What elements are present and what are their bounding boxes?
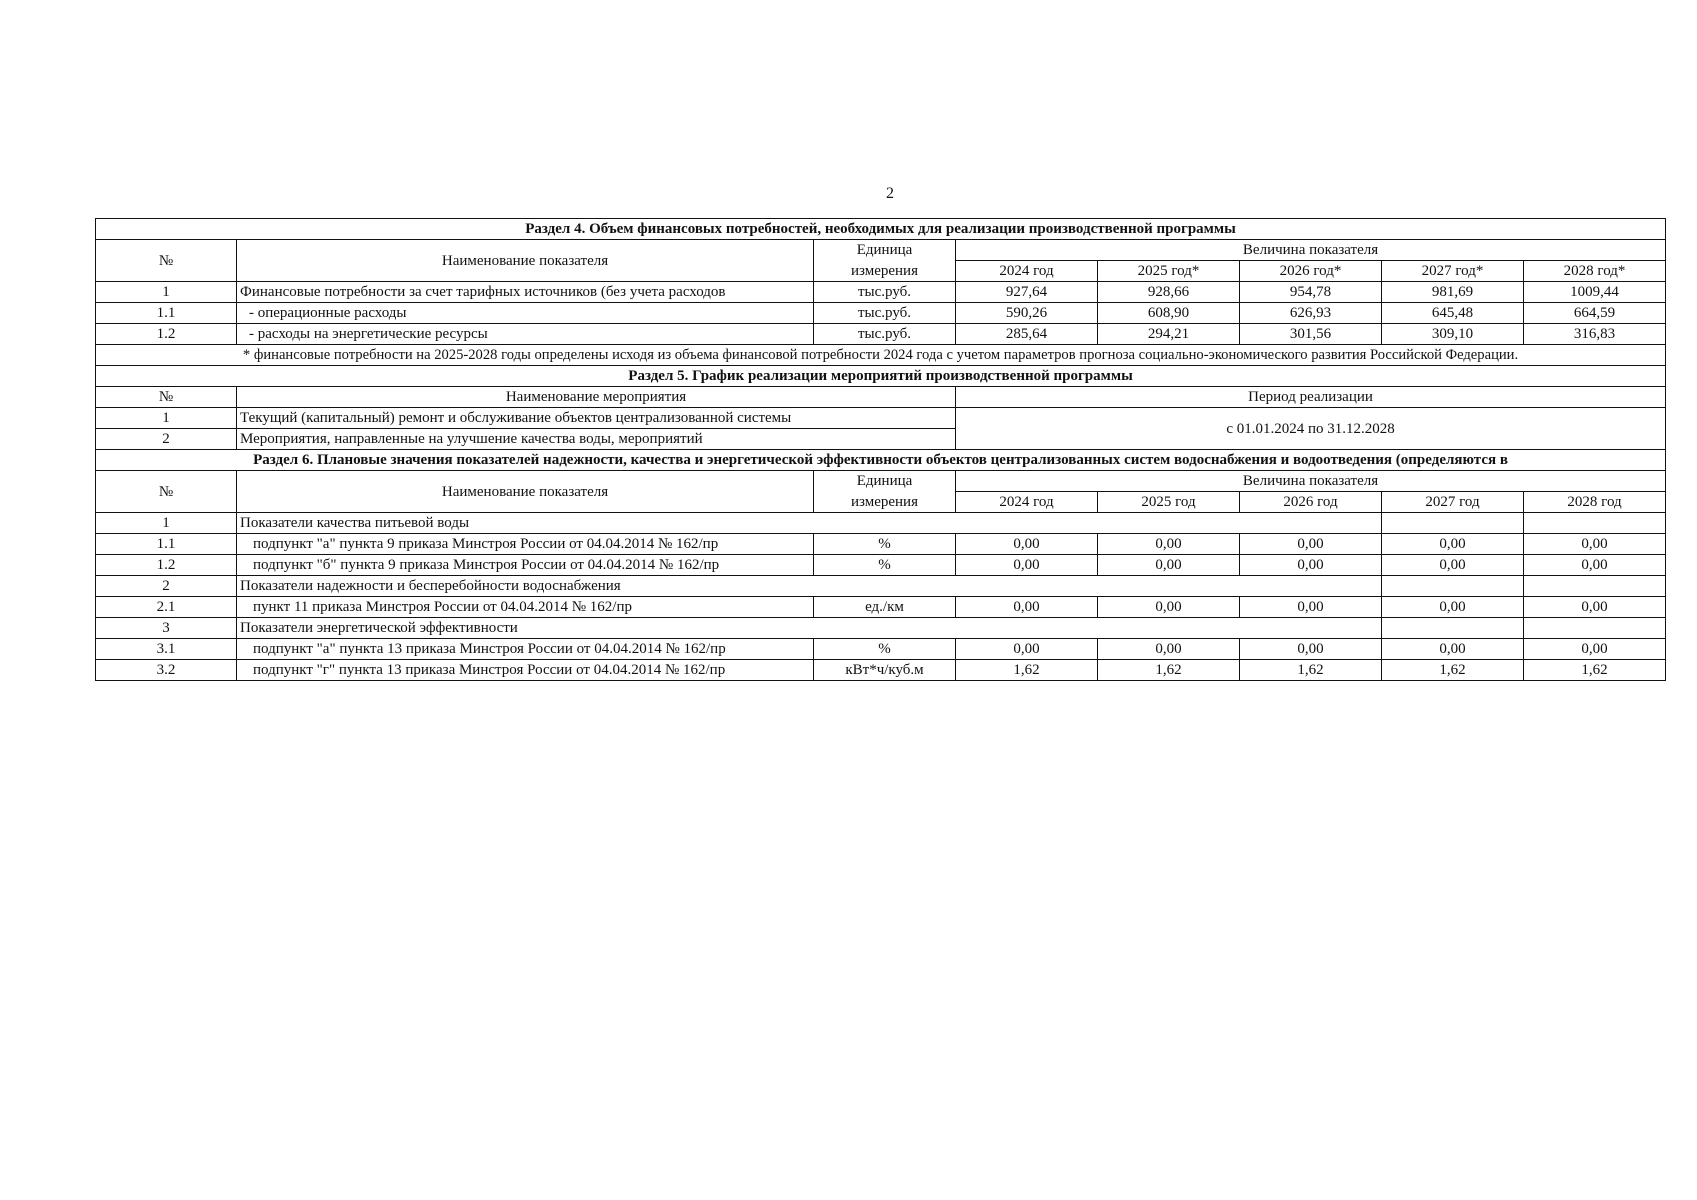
row-value: 309,10 <box>1382 324 1524 345</box>
table-row <box>96 555 1666 576</box>
table-row <box>96 597 1666 618</box>
s4-note-row <box>96 345 1666 366</box>
s5-period: с 01.01.2024 по 31.12.2028 <box>956 408 1666 450</box>
table-row <box>96 303 1666 324</box>
row-value: 0,00 <box>1382 597 1524 618</box>
s5-title: Раздел 5. График реализации мероприятий производственной программы <box>96 366 1666 387</box>
s6-year: 2027 год <box>1382 492 1524 513</box>
s4-year: 2025 год* <box>1098 261 1240 282</box>
table-row <box>96 660 1666 681</box>
table-row <box>96 408 1666 429</box>
row-value: 0,00 <box>1240 597 1382 618</box>
row-value: 0,00 <box>956 534 1098 555</box>
s4-year: 2026 год* <box>1240 261 1382 282</box>
s4-h-name: Наименование показателя <box>237 240 814 282</box>
row-name: - операционные расходы <box>237 303 814 324</box>
row-unit: % <box>814 534 956 555</box>
row-num: 1.2 <box>96 555 237 576</box>
row-unit: кВт*ч/куб.м <box>814 660 956 681</box>
s6-h-unit-1: Единица <box>814 471 956 492</box>
row-value: 316,83 <box>1524 324 1666 345</box>
row-value: 0,00 <box>1382 555 1524 576</box>
s6-title-row <box>96 450 1666 471</box>
row-unit: тыс.руб. <box>814 303 956 324</box>
row-value: 981,69 <box>1382 282 1524 303</box>
empty-cell <box>1382 618 1524 639</box>
row-value: 928,66 <box>1098 282 1240 303</box>
row-value: 0,00 <box>956 555 1098 576</box>
group-num: 3 <box>96 618 237 639</box>
row-name: подпункт "а" пункта 9 приказа Минстроя России от 04.04.2014 № 162/пр <box>237 534 814 555</box>
s4-footnote: * финансовые потребности на 2025-2028 годы определены исходя из объема финансовой потребности 2024 года с учетом параметров прогноза социально-экономического развития Российской Федерации. <box>96 345 1666 366</box>
s4-h-value: Величина показателя <box>956 240 1666 261</box>
row-value: 1,62 <box>1240 660 1382 681</box>
row-value: 0,00 <box>1098 534 1240 555</box>
s6-h-num: № <box>96 471 237 513</box>
row-value: 294,21 <box>1098 324 1240 345</box>
row-value: 0,00 <box>1524 597 1666 618</box>
s6-title: Раздел 6. Плановые значения показателей надежности, качества и энергетической эффективности объектов централизованных систем водоснабжения и водоотведения (определяются в <box>96 450 1666 471</box>
row-value: 927,64 <box>956 282 1098 303</box>
row-value: 608,90 <box>1098 303 1240 324</box>
row-value: 1,62 <box>1098 660 1240 681</box>
s4-title-row <box>96 219 1666 240</box>
row-unit: тыс.руб. <box>814 324 956 345</box>
table-row <box>96 324 1666 345</box>
row-num: 2 <box>96 429 237 450</box>
row-name: подпункт "а" пункта 13 приказа Минстроя России от 04.04.2014 № 162/пр <box>237 639 814 660</box>
row-num: 2.1 <box>96 597 237 618</box>
row-num: 1.1 <box>96 534 237 555</box>
row-num: 1.1 <box>96 303 237 324</box>
production-program-table <box>95 218 1666 681</box>
row-value: 0,00 <box>1382 534 1524 555</box>
row-num: 1.2 <box>96 324 237 345</box>
row-value: 664,59 <box>1524 303 1666 324</box>
s6-header-row-1 <box>96 471 1666 492</box>
s5-h-num: № <box>96 387 237 408</box>
row-unit: % <box>814 639 956 660</box>
row-value: 954,78 <box>1240 282 1382 303</box>
s6-h-name: Наименование показателя <box>237 471 814 513</box>
group-row <box>96 618 1666 639</box>
empty-cell <box>1382 513 1524 534</box>
row-value: 1009,44 <box>1524 282 1666 303</box>
s6-year: 2028 год <box>1524 492 1666 513</box>
s6-h-value: Величина показателя <box>956 471 1666 492</box>
s5-h-name: Наименование мероприятия <box>237 387 956 408</box>
row-value: 0,00 <box>1524 555 1666 576</box>
row-num: 1 <box>96 282 237 303</box>
row-unit: ед./км <box>814 597 956 618</box>
row-value: 0,00 <box>1098 555 1240 576</box>
row-value: 0,00 <box>1382 639 1524 660</box>
row-unit: % <box>814 555 956 576</box>
row-name: - расходы на энергетические ресурсы <box>237 324 814 345</box>
s5-title-row <box>96 366 1666 387</box>
row-num: 3.1 <box>96 639 237 660</box>
table-row <box>96 282 1666 303</box>
row-name: пункт 11 приказа Минстроя России от 04.04.2014 № 162/пр <box>237 597 814 618</box>
row-value: 0,00 <box>956 639 1098 660</box>
s4-h-unit-2: измерения <box>814 261 956 282</box>
row-value: 0,00 <box>1524 639 1666 660</box>
group-name: Показатели качества питьевой воды <box>237 513 1382 534</box>
row-value: 285,64 <box>956 324 1098 345</box>
row-value: 626,93 <box>1240 303 1382 324</box>
row-name: Финансовые потребности за счет тарифных источников (без учета расходов <box>237 282 814 303</box>
s6-year: 2024 год <box>956 492 1098 513</box>
s4-h-unit-1: Единица <box>814 240 956 261</box>
row-value: 590,26 <box>956 303 1098 324</box>
row-num: 1 <box>96 408 237 429</box>
s5-h-period: Период реализации <box>956 387 1666 408</box>
group-name: Показатели энергетической эффективности <box>237 618 1382 639</box>
table-row <box>96 534 1666 555</box>
row-value: 1,62 <box>1382 660 1524 681</box>
group-row <box>96 576 1666 597</box>
row-value: 0,00 <box>1240 534 1382 555</box>
s4-header-row-1 <box>96 240 1666 261</box>
empty-cell <box>1524 618 1666 639</box>
row-num: 3.2 <box>96 660 237 681</box>
row-value: 0,00 <box>1524 534 1666 555</box>
row-name: Текущий (капитальный) ремонт и обслуживание объектов централизованной системы <box>237 408 956 429</box>
s6-year: 2025 год <box>1098 492 1240 513</box>
s4-year: 2024 год <box>956 261 1098 282</box>
row-value: 645,48 <box>1382 303 1524 324</box>
row-value: 1,62 <box>956 660 1098 681</box>
s5-header-row <box>96 387 1666 408</box>
empty-cell <box>1382 576 1524 597</box>
group-num: 1 <box>96 513 237 534</box>
row-value: 1,62 <box>1524 660 1666 681</box>
row-name: подпункт "б" пункта 9 приказа Минстроя России от 04.04.2014 № 162/пр <box>237 555 814 576</box>
row-name: Мероприятия, направленные на улучшение качества воды, мероприятий <box>237 429 956 450</box>
row-unit: тыс.руб. <box>814 282 956 303</box>
row-value: 0,00 <box>1240 639 1382 660</box>
group-row <box>96 513 1666 534</box>
row-value: 301,56 <box>1240 324 1382 345</box>
group-name: Показатели надежности и бесперебойности водоснабжения <box>237 576 1382 597</box>
row-value: 0,00 <box>1240 555 1382 576</box>
table-row <box>96 639 1666 660</box>
row-value: 0,00 <box>956 597 1098 618</box>
row-name: подпункт "г" пункта 13 приказа Минстроя России от 04.04.2014 № 162/пр <box>237 660 814 681</box>
s4-title: Раздел 4. Объем финансовых потребностей, необходимых для реализации производственной программы <box>96 219 1666 240</box>
s4-h-num: № <box>96 240 237 282</box>
page-number: 2 <box>886 185 894 202</box>
s6-year: 2026 год <box>1240 492 1382 513</box>
row-value: 0,00 <box>1098 639 1240 660</box>
s4-year: 2028 год* <box>1524 261 1666 282</box>
s6-h-unit-2: измерения <box>814 492 956 513</box>
s4-year: 2027 год* <box>1382 261 1524 282</box>
empty-cell <box>1524 576 1666 597</box>
group-num: 2 <box>96 576 237 597</box>
empty-cell <box>1524 513 1666 534</box>
row-value: 0,00 <box>1098 597 1240 618</box>
